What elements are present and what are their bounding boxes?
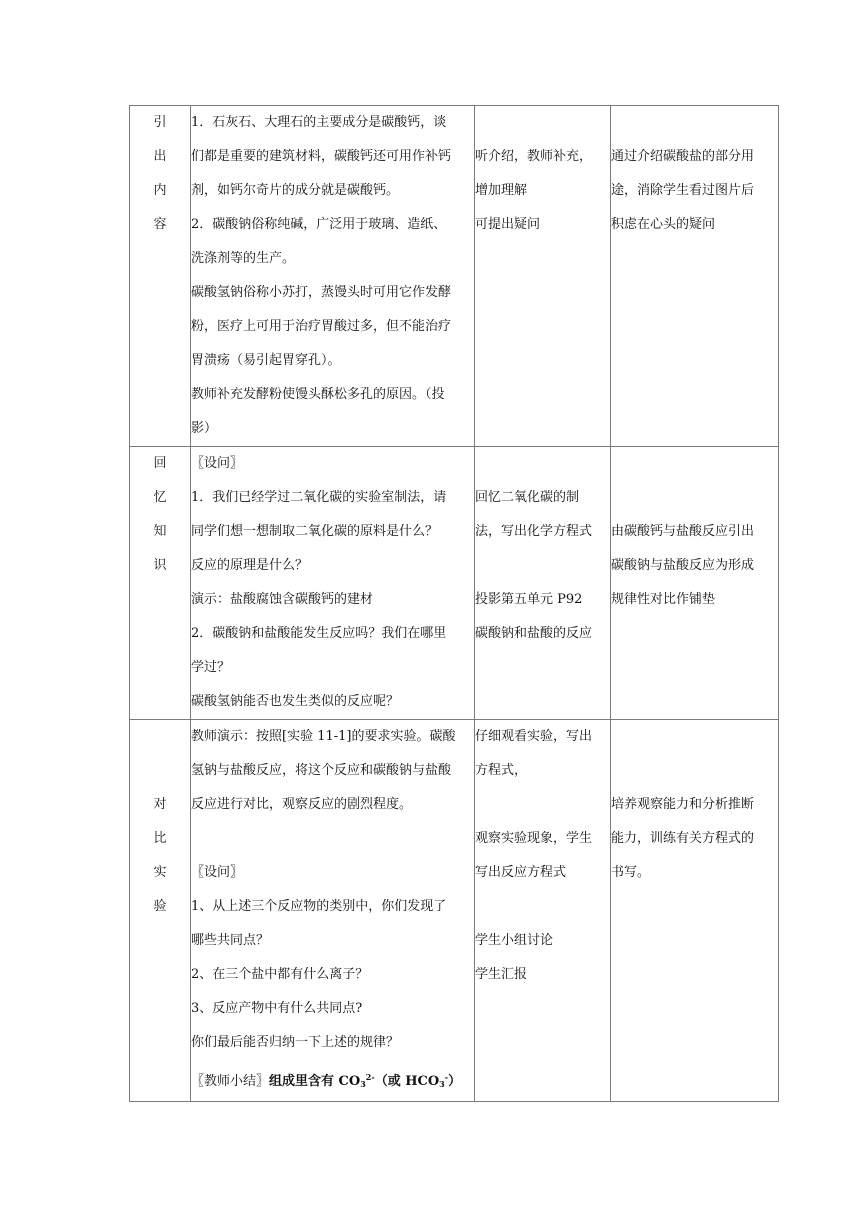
text-line: 回忆二氧化碳的制 [475, 490, 580, 505]
text-line: 1．石灰石、大理石的主要成分是碳酸钙，谈 [191, 115, 447, 130]
text-line: 仔细观看实验，写出 [475, 729, 593, 744]
text-line: 2．碳酸钠俗称纯碱，广泛用于玻璃、造纸、 [191, 217, 447, 232]
table-row [130, 447, 779, 720]
teacher-activity-cell [191, 720, 475, 1102]
label-char: 验 [153, 899, 167, 914]
text-line: 投影第五单元 P92 [475, 592, 583, 607]
teacher-summary [191, 1060, 474, 1101]
label-char: 对 [153, 797, 167, 812]
text-line: 学生汇报 [475, 967, 528, 982]
student-activity-cell [475, 720, 611, 1102]
text-line: 〖设问〗 [191, 865, 244, 880]
text-line: 规律性对比作铺垫 [611, 592, 716, 607]
teacher-activity-cell [191, 447, 475, 720]
text-line: 反应进行对比，观察反应的剧烈程度。 [191, 797, 413, 812]
row-label [130, 720, 191, 1102]
row-label [130, 106, 191, 447]
text-line: 学生小组讨论 [475, 933, 554, 948]
design-intent-cell [611, 106, 779, 447]
text-line: 法，写出化学方程式 [475, 524, 593, 539]
text-line: 碳酸钠和盐酸的反应 [475, 626, 593, 641]
text-line: 们都是重要的建筑材料，碳酸钙还可用作补钙 [191, 149, 452, 164]
text-line: 粉，医疗上可用于治疗胃酸过多，但不能治疗 [191, 319, 452, 334]
text-line: 洗涤剂等的生产。 [191, 251, 296, 266]
label-char: 比 [153, 831, 167, 846]
text-line: 增加理解 [475, 183, 528, 198]
text-line: 写出反应方程式 [475, 865, 567, 880]
subscript: 3 [439, 1079, 445, 1089]
text-line: 2．碳酸钠和盐酸能发生反应吗？我们在哪里 [191, 626, 447, 641]
text-line: 哪些共同点？ [191, 933, 270, 948]
summary-bold-text: ） [448, 1074, 462, 1089]
subscript: 3 [360, 1079, 366, 1089]
text-line: 3、反应产物中有什么共同点? [191, 1001, 363, 1016]
text-line: 1．我们已经学过二氧化碳的实验室制法，请 [191, 490, 447, 505]
label-char: 内 [153, 183, 167, 198]
text-line: 方程式， [475, 763, 528, 778]
table-row [130, 720, 779, 1102]
text-line: 听介绍，教师补充， [475, 149, 593, 164]
lesson-plan-table [129, 105, 779, 1102]
text-line: 演示：盐酸腐蚀含碳酸钙的建材 [191, 592, 374, 607]
text-line: 胃溃疡（易引起胃穿孔）。 [191, 353, 341, 368]
label-char: 引 [153, 115, 167, 130]
label-char: 识 [153, 558, 167, 573]
label-char: 容 [153, 217, 167, 232]
text-line: 碳酸氢钠俗称小苏打，蒸馒头时可用它作发酵 [191, 285, 452, 300]
text-line: 反应的原理是什么？ [191, 558, 309, 573]
text-line: 氢钠与盐酸反应，将这个反应和碳酸钠与盐酸 [191, 763, 452, 778]
text-line: 学过？ [191, 660, 231, 675]
row-label [130, 447, 191, 720]
table-row [130, 106, 779, 447]
summary-prefix: 〖教师小结〗 [191, 1074, 270, 1089]
text-line: 观察实验现象，学生 [475, 831, 593, 846]
text-line: 积虑在心头的疑问 [611, 217, 716, 232]
text-line: 影） [191, 421, 218, 436]
summary-bold-text: （或 HCO [374, 1074, 440, 1089]
superscript: 2- [365, 1072, 375, 1082]
text-line: 通过介绍碳酸盐的部分用 [611, 149, 755, 164]
text-line: 2、在三个盐中都有什么离子？ [191, 967, 369, 982]
label-char: 忆 [153, 490, 167, 505]
superscript: - [444, 1072, 449, 1082]
design-intent-cell [611, 447, 779, 720]
text-line: 可提出疑问 [475, 217, 541, 232]
text-line: 碳酸氢钠能否也发生类似的反应呢？ [191, 694, 400, 709]
text-line: 碳酸钠与盐酸反应为形成 [611, 558, 755, 573]
student-activity-cell [475, 106, 611, 447]
label-char: 回 [153, 456, 167, 471]
design-intent-cell [611, 720, 779, 1102]
text-line: 培养观察能力和分析推断 [611, 797, 755, 812]
text-line: 〖设问〗 [191, 456, 244, 471]
text-line: 由碳酸钙与盐酸反应引出 [611, 524, 755, 539]
teacher-activity-cell [191, 106, 475, 447]
summary-bold-text: 组成里含有 CO [269, 1074, 361, 1089]
text-line: 能力，训练有关方程式的 [611, 831, 755, 846]
student-activity-cell [475, 447, 611, 720]
text-line: 剂，如钙尔奇片的成分就是碳酸钙。 [191, 183, 400, 198]
text-line: 教师补充发酵粉使馒头酥松多孔的原因。（投 [191, 387, 445, 402]
text-line: 教师演示：按照[实验 11-1]的要求实验。碳酸 [191, 729, 456, 744]
text-line: 1、从上述三个反应物的类别中，你们发现了 [191, 899, 447, 914]
label-char: 实 [153, 865, 167, 880]
text-line: 同学们想一想制取二氧化碳的原料是什么？ [191, 524, 439, 539]
label-char: 出 [153, 149, 167, 164]
text-line: 书写。 [611, 865, 651, 880]
text-line: 途，消除学生看过图片后 [611, 183, 755, 198]
label-char: 知 [153, 524, 167, 539]
text-line: 你们最后能否归纳一下上述的规律？ [191, 1035, 400, 1050]
